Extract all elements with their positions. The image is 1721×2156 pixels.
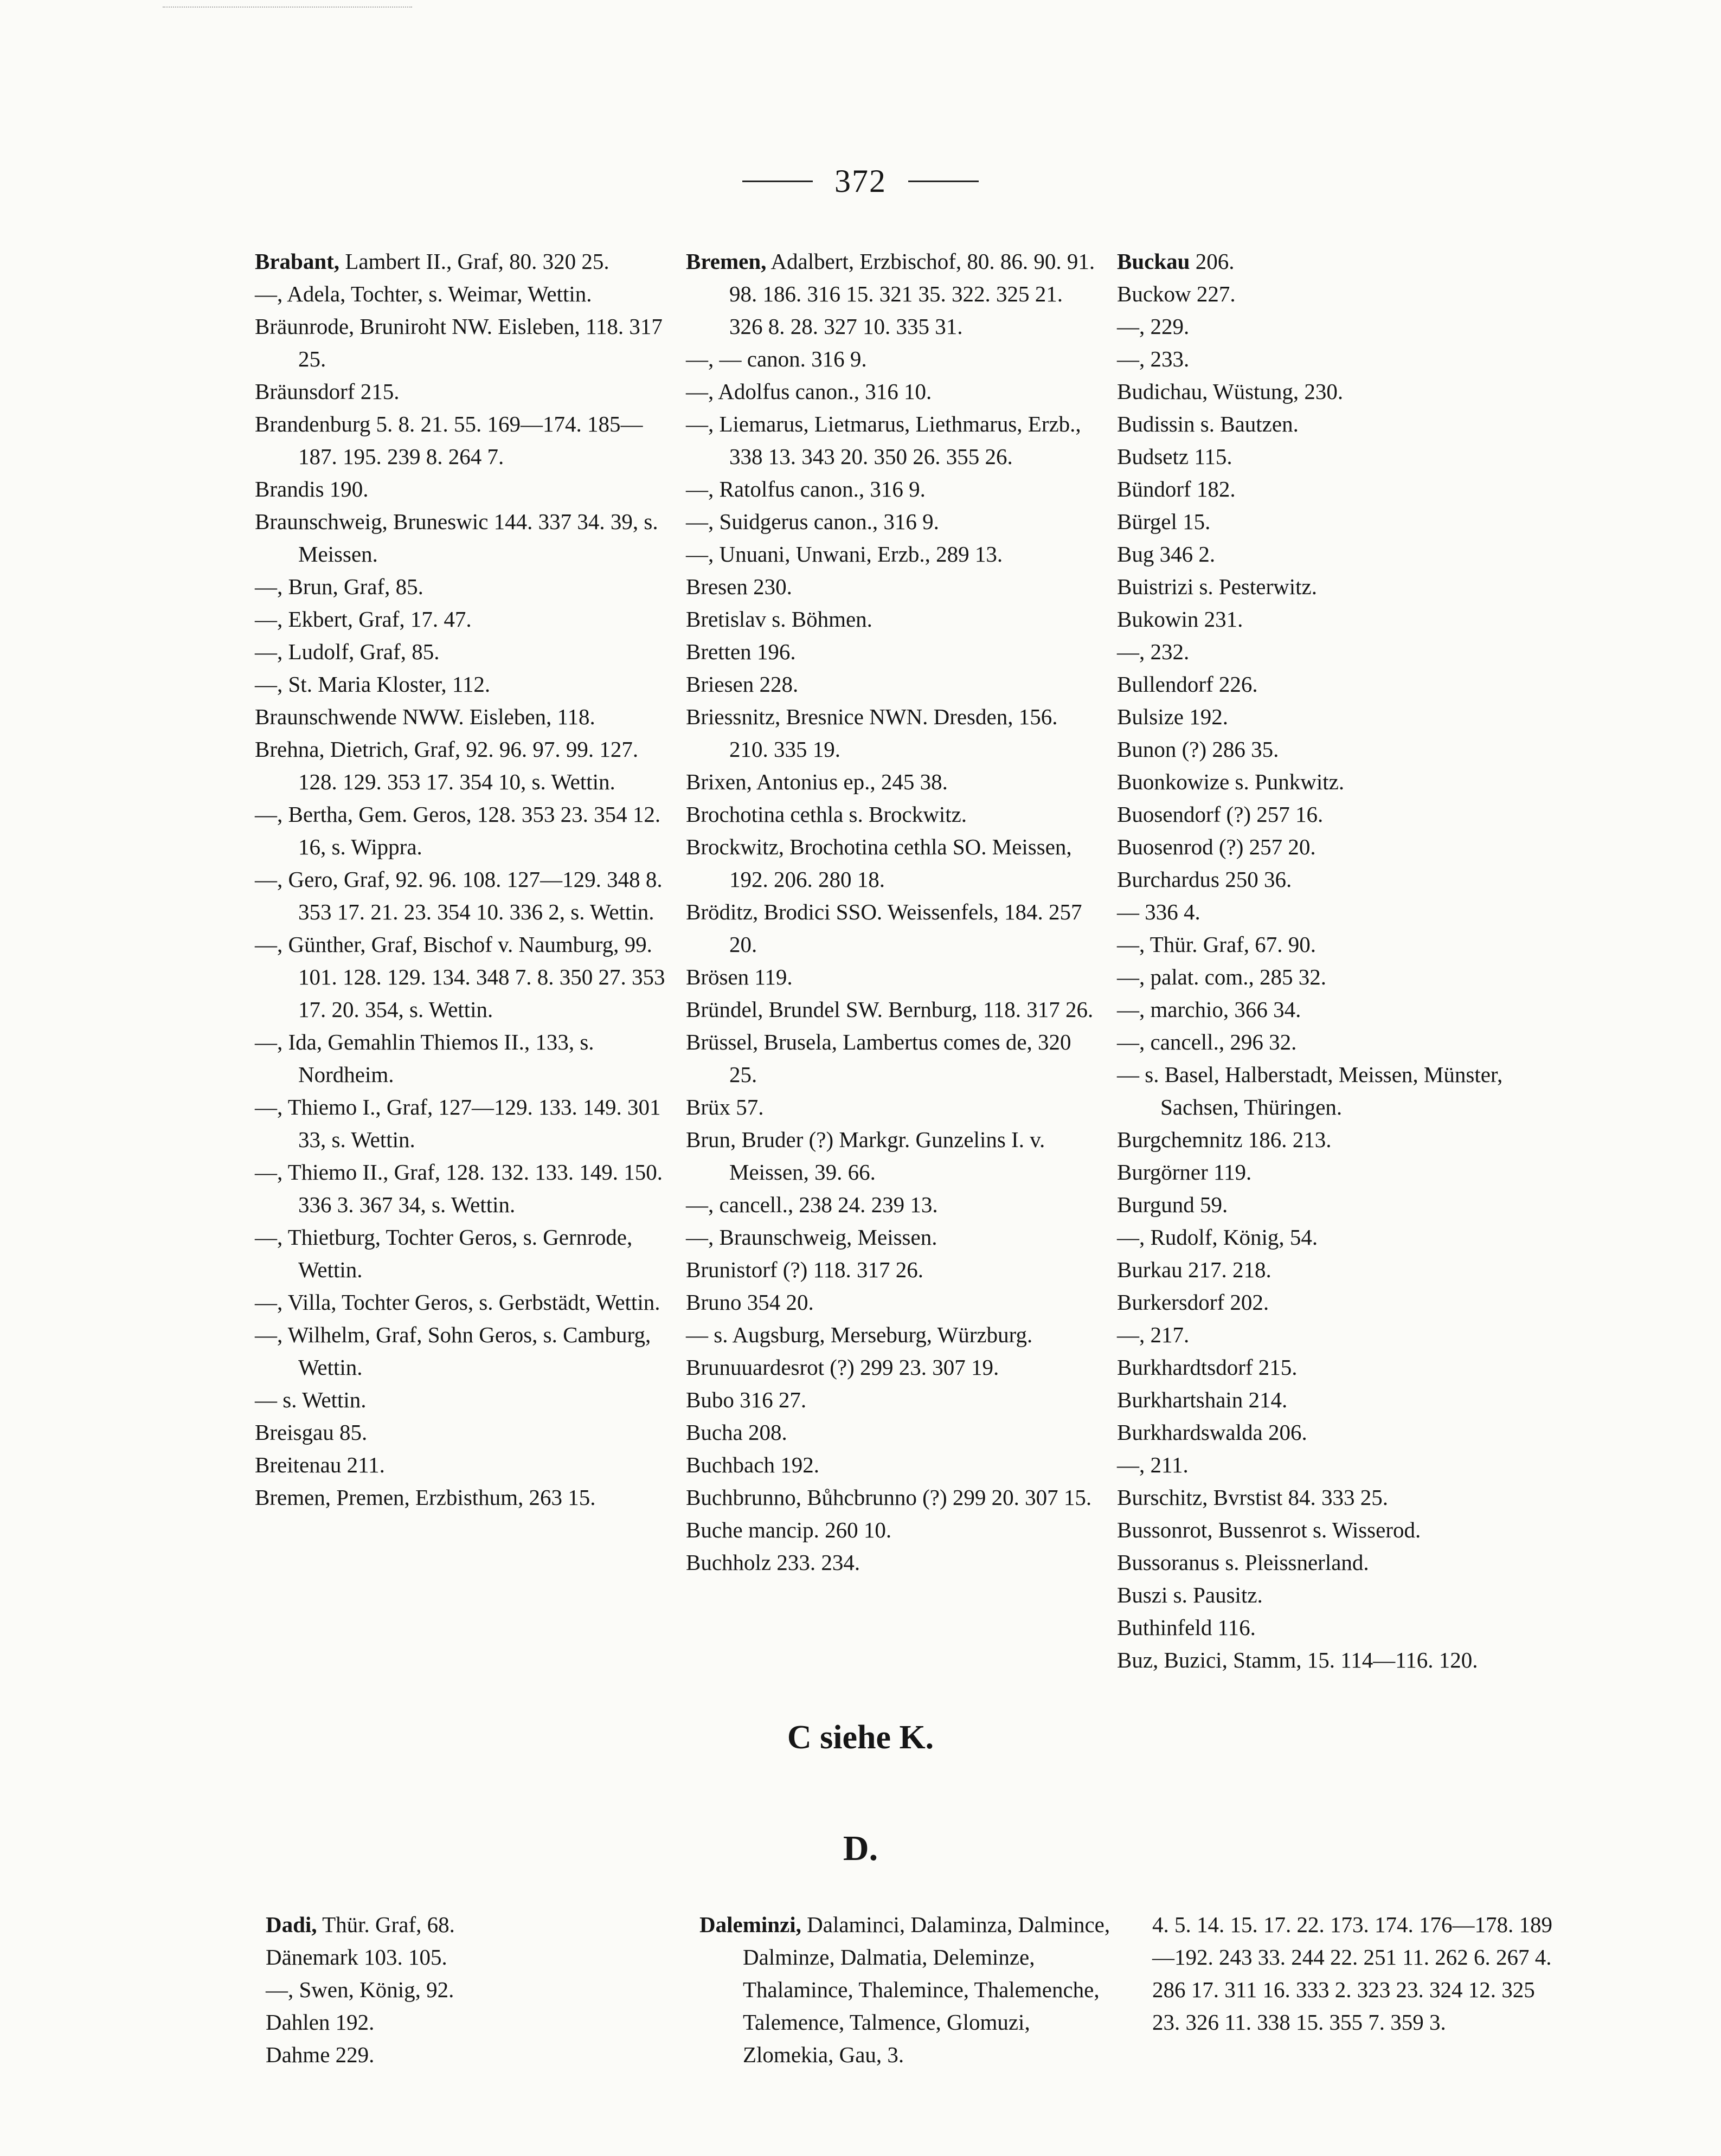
- index-entry: Briesen 228.: [686, 672, 799, 697]
- index-entry: Budissin s. Bautzen.: [1117, 411, 1299, 436]
- index-entry: Brandenburg 5. 8. 21. 55. 169—174. 185—187. 195. 239 8. 264 7.: [255, 411, 643, 469]
- index-entry: Buosendorf (?) 257 16.: [1117, 802, 1324, 827]
- d-index-column-3: [1152, 1908, 1553, 2038]
- index-entry: Bretten 196.: [686, 639, 796, 664]
- index-entry: Buckau 206.: [1117, 249, 1235, 274]
- index-entry: Bukowin 231.: [1117, 607, 1243, 632]
- index-entry: Burgörner 119.: [1117, 1160, 1252, 1185]
- index-entry: Burkhardswalda 206.: [1117, 1420, 1307, 1445]
- index-entry: Buchbach 192.: [686, 1452, 819, 1477]
- index-entry: —, Ekbert, Graf, 17. 47.: [255, 607, 472, 632]
- index-entry: Bucha 208.: [686, 1420, 787, 1445]
- index-entry: Bresen 230.: [686, 574, 792, 599]
- index-column-2: [686, 245, 1098, 1579]
- index-entry: Bräunsdorf 215.: [255, 379, 400, 404]
- index-entry: Brunistorf (?) 118. 317 26.: [686, 1257, 924, 1282]
- index-entry: — s. Basel, Halberstadt, Meissen, Münster, Sachsen, Thüringen.: [1117, 1062, 1503, 1119]
- section-heading-d: D.: [843, 1829, 878, 1868]
- index-entry: Buche mancip. 260 10.: [686, 1517, 892, 1542]
- index-entry: Buz, Buzici, Stamm, 15. 114—116. 120.: [1117, 1647, 1478, 1672]
- index-entry: Bug 346 2.: [1117, 542, 1216, 567]
- index-entry: Bussonrot, Bussenrot s. Wisserod.: [1117, 1517, 1421, 1542]
- index-entry: Dänemark 103. 105.: [266, 1945, 447, 1970]
- index-entry: Dadi, Thür. Graf, 68.: [266, 1912, 455, 1937]
- index-entry: Buonkowize s. Punkwitz.: [1117, 769, 1345, 794]
- index-entry: —, 217.: [1117, 1322, 1190, 1347]
- index-entry: Burkhartshain 214.: [1117, 1387, 1288, 1412]
- index-entry: Dahlen 192.: [266, 2010, 375, 2035]
- index-entry: Breitenau 211.: [255, 1452, 385, 1477]
- index-entry: —, — canon. 316 9.: [686, 346, 867, 371]
- index-entry: Budsetz 115.: [1117, 444, 1232, 469]
- index-entry: Burkau 217. 218.: [1117, 1257, 1272, 1282]
- index-entry: —, Braunschweig, Meissen.: [686, 1225, 937, 1250]
- index-entry: —, Thiemo I., Graf, 127—129. 133. 149. 301 33, s. Wettin.: [255, 1095, 661, 1152]
- index-entry: Brabant, Lambert II., Graf, 80. 320 25.: [255, 249, 609, 274]
- index-entry: —, Unuani, Unwani, Erzb., 289 13.: [686, 542, 1003, 567]
- index-entry: Bürgel 15.: [1117, 509, 1211, 534]
- index-entry: —, palat. com., 285 32.: [1117, 964, 1327, 989]
- index-entry: — s. Augsburg, Merseburg, Würzburg.: [686, 1322, 1033, 1347]
- index-entry: 4. 5. 14. 15. 17. 22. 173. 174. 176—178. 189—192. 243 33. 244 22. 251 11. 262 6. 267 4. 286 17. 311 16. 333 2. 323 23. 324 12. 325 23. 326 11. 338 15. 355 7. 359 3.: [1152, 1912, 1552, 2035]
- index-entry: Brösen 119.: [686, 964, 793, 989]
- index-entry: Bunon (?) 286 35.: [1117, 737, 1279, 762]
- index-entry: Buistrizi s. Pesterwitz.: [1117, 574, 1317, 599]
- d-index-column-2: [699, 1908, 1112, 2071]
- index-entry: Brüssel, Brusela, Lambertus comes de, 320 25.: [686, 1029, 1071, 1087]
- index-entry: —, Ratolfus canon., 316 9.: [686, 477, 926, 501]
- index-entry: Braunschwende NWW. Eisleben, 118.: [255, 704, 595, 729]
- d-index-column-1: [266, 1908, 667, 2071]
- index-entry: —, cancell., 238 24. 239 13.: [686, 1192, 938, 1217]
- index-entry: Daleminzi, Dalaminci, Dalaminza, Dalmince, Dalminze, Dalmatia, Deleminze, Thalamince, Thalemince, Thalemenche, Talemence, Talmence, Glomuzi, Zlomekia, Gau, 3.: [699, 1912, 1110, 2067]
- index-entry: —, Liemarus, Lietmarus, Liethmarus, Erzb., 338 13. 343 20. 350 26. 355 26.: [686, 411, 1081, 469]
- index-entry: Bullendorf 226.: [1117, 672, 1258, 697]
- index-entry: Brüx 57.: [686, 1095, 764, 1119]
- section-heading-c: C siehe K.: [787, 1719, 934, 1756]
- index-entry: Burchardus 250 36.: [1117, 867, 1292, 892]
- index-entry: —, Ludolf, Graf, 85.: [255, 639, 440, 664]
- index-entry: —, St. Maria Kloster, 112.: [255, 672, 491, 697]
- index-entry: —, Bertha, Gem. Geros, 128. 353 23. 354 12. 16, s. Wippra.: [255, 802, 661, 859]
- index-entry: Braunschweig, Bruneswic 144. 337 34. 39, s. Meissen.: [255, 509, 658, 567]
- index-entry: Burkhardtsdorf 215.: [1117, 1355, 1298, 1380]
- index-entry: Burgund 59.: [1117, 1192, 1228, 1217]
- index-entry: Bulsize 192.: [1117, 704, 1228, 729]
- index-entry: Bremen, Premen, Erzbisthum, 263 15.: [255, 1485, 596, 1510]
- index-entry: —, Thietburg, Tochter Geros, s. Gernrode, Wettin.: [255, 1225, 633, 1282]
- index-entry: —, Thür. Graf, 67. 90.: [1117, 932, 1317, 957]
- index-entry: Buszi s. Pausitz.: [1117, 1582, 1263, 1607]
- index-entry: —, Günther, Graf, Bischof v. Naumburg, 99. 101. 128. 129. 134. 348 7. 8. 350 27. 353 17. 20. 354, s. Wettin.: [255, 932, 665, 1022]
- left-rule: [742, 181, 813, 182]
- index-entry: —, Gero, Graf, 92. 96. 108. 127—129. 348 8. 353 17. 21. 23. 354 10. 336 2, s. Wettin.: [255, 867, 663, 924]
- index-entry: Buckow 227.: [1117, 281, 1236, 306]
- index-entry: Brixen, Antonius ep., 245 38.: [686, 769, 948, 794]
- index-entry: Brunuuardesrot (?) 299 23. 307 19.: [686, 1355, 999, 1380]
- index-entry: Brandis 190.: [255, 477, 369, 501]
- index-entry: —, Wilhelm, Graf, Sohn Geros, s. Camburg, Wettin.: [255, 1322, 651, 1380]
- index-entry: —, Ida, Gemahlin Thiemos II., 133, s. Nordheim.: [255, 1029, 594, 1087]
- index-entry: —, 211.: [1117, 1452, 1189, 1477]
- index-entry: —, Adolfus canon., 316 10.: [686, 379, 932, 404]
- index-entry: Bündorf 182.: [1117, 477, 1236, 501]
- index-entry: Briessnitz, Bresnice NWN. Dresden, 156. 210. 335 19.: [686, 704, 1058, 762]
- index-entry: Bründel, Brundel SW. Bernburg, 118. 317 26.: [686, 997, 1094, 1022]
- index-entry: —, Suidgerus canon., 316 9.: [686, 509, 939, 534]
- index-entry: —, Villa, Tochter Geros, s. Gerbstädt, Wettin.: [255, 1290, 660, 1315]
- index-entry: Budichau, Wüstung, 230.: [1117, 379, 1344, 404]
- index-entry: Bretislav s. Böhmen.: [686, 607, 872, 632]
- index-entry: —, Thiemo II., Graf, 128. 132. 133. 149. 150. 336 3. 367 34, s. Wettin.: [255, 1160, 663, 1217]
- index-entry: —, Adela, Tochter, s. Weimar, Wettin.: [255, 281, 592, 306]
- index-column-3: [1117, 245, 1540, 1676]
- index-entry: Buchbrunno, Bůhcbrunno (?) 299 20. 307 15.: [686, 1485, 1092, 1510]
- index-column-1: [255, 245, 667, 1514]
- index-entry: Bussoranus s. Pleissnerland.: [1117, 1550, 1369, 1575]
- index-entry: Buthinfeld 116.: [1117, 1615, 1256, 1640]
- index-entry: —, Brun, Graf, 85.: [255, 574, 423, 599]
- index-entry: —, marchio, 366 34.: [1117, 997, 1301, 1022]
- index-entry: —, cancell., 296 32.: [1117, 1029, 1297, 1054]
- index-entry: Brockwitz, Brochotina cethla SO. Meissen, 192. 206. 280 18.: [686, 834, 1072, 892]
- index-entry: —, 232.: [1117, 639, 1190, 664]
- index-entry: Bräunrode, Bruniroht NW. Eisleben, 118. 317 25.: [255, 314, 663, 371]
- index-entry: Brehna, Dietrich, Graf, 92. 96. 97. 99. 127. 128. 129. 353 17. 354 10, s. Wettin.: [255, 737, 639, 794]
- index-entry: Bröditz, Brodici SSO. Weissenfels, 184. 257 20.: [686, 899, 1082, 957]
- page-number: [0, 163, 1721, 200]
- scan-artifact-line: [163, 7, 412, 8]
- index-entry: —, Rudolf, König, 54.: [1117, 1225, 1318, 1250]
- index-entry: Burkersdorf 202.: [1117, 1290, 1269, 1315]
- index-entry: Bruno 354 20.: [686, 1290, 814, 1315]
- index-entry: Buosenrod (?) 257 20.: [1117, 834, 1316, 859]
- index-entry: —, Swen, König, 92.: [266, 1977, 454, 2002]
- page-number-text: 372: [834, 163, 887, 199]
- index-entry: Bremen, Adalbert, Erzbischof, 80. 86. 90. 91. 98. 186. 316 15. 321 35. 322. 325 21. 326 8. 28. 327 10. 335 31.: [686, 249, 1095, 339]
- index-entry: — 336 4.: [1117, 899, 1200, 924]
- index-entry: —, 229.: [1117, 314, 1190, 339]
- index-entry: Burgchemnitz 186. 213.: [1117, 1127, 1332, 1152]
- index-entry: Buchholz 233. 234.: [686, 1550, 860, 1575]
- index-entry: Burschitz, Bvrstist 84. 333 25.: [1117, 1485, 1388, 1510]
- index-entry: Dahme 229.: [266, 2042, 375, 2067]
- index-entry: Brochotina cethla s. Brockwitz.: [686, 802, 967, 827]
- index-entry: Bubo 316 27.: [686, 1387, 807, 1412]
- index-entry: Brun, Bruder (?) Markgr. Gunzelins I. v. Meissen, 39. 66.: [686, 1127, 1045, 1185]
- right-rule: [908, 181, 979, 182]
- index-entry: Breisgau 85.: [255, 1420, 368, 1445]
- index-entry: — s. Wettin.: [255, 1387, 367, 1412]
- index-entry: —, 233.: [1117, 346, 1190, 371]
